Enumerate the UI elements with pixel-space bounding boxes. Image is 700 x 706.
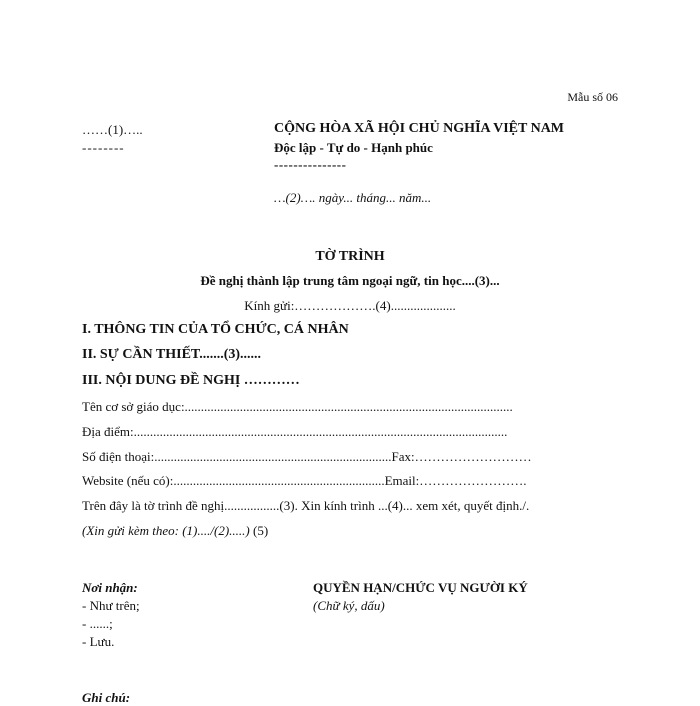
notes-title: Ghi chú: <box>82 690 131 705</box>
recipient-item: - ......; <box>82 616 113 631</box>
motto-divider: --------------- <box>274 157 347 172</box>
recipients-title: Nơi nhận: <box>82 580 138 595</box>
attachments-line <box>82 523 268 539</box>
field-institution-name: Tên cơ sở giáo dục:..................................................................................................... <box>82 399 513 414</box>
org-unit-divider: -------- <box>82 140 125 155</box>
signer-title: QUYỀN HẠN/CHỨC VỤ NGƯỜI KÝ <box>313 580 528 595</box>
field-website-email: Website (nếu có):.................................................................Email:……………………. <box>82 473 527 488</box>
national-motto: Độc lập - Tự do - Hạnh phúc <box>274 140 433 155</box>
addressee-line: Kính gửi:……………….(4).................... <box>244 298 456 313</box>
org-unit-placeholder: ……(1)….. <box>82 122 143 137</box>
national-title: CỘNG HÒA XÃ HỘI CHỦ NGHĨA VIỆT NAM <box>274 121 565 136</box>
signer-note: (Chữ ký, dấu) <box>313 598 385 613</box>
field-phone-fax: Số điện thoại:.........................................................................Fax:……………………… <box>82 449 532 464</box>
recipient-item: - Như trên; <box>82 598 140 613</box>
section-3-heading: III. NỘI DUNG ĐỀ NGHỊ ………… <box>82 373 300 388</box>
form-number: Mẫu số 06 <box>567 90 618 104</box>
attachments-ref: (5) <box>249 523 269 538</box>
attachments-text: (Xin gửi kèm theo: (1)..../(2).....) <box>82 523 250 538</box>
section-2-heading: II. SỰ CẦN THIẾT.......(3)...... <box>82 347 262 362</box>
recipient-item: - Lưu. <box>82 634 115 649</box>
document-title: TỜ TRÌNH <box>315 249 385 264</box>
dateline: …(2)…. ngày... tháng... năm... <box>274 190 432 205</box>
field-location: Địa điểm:................................................................................................................... <box>82 424 508 439</box>
document-subtitle: Đề nghị thành lập trung tâm ngoại ngữ, tin học....(3)... <box>200 273 500 288</box>
section-1-heading: I. THÔNG TIN CỦA TỔ CHỨC, CÁ NHÂN <box>82 322 349 337</box>
closing-statement: Trên đây là tờ trình đề nghị.................(3). Xin kính trình ...(4)... xem xét, quyết định./. <box>82 498 530 513</box>
